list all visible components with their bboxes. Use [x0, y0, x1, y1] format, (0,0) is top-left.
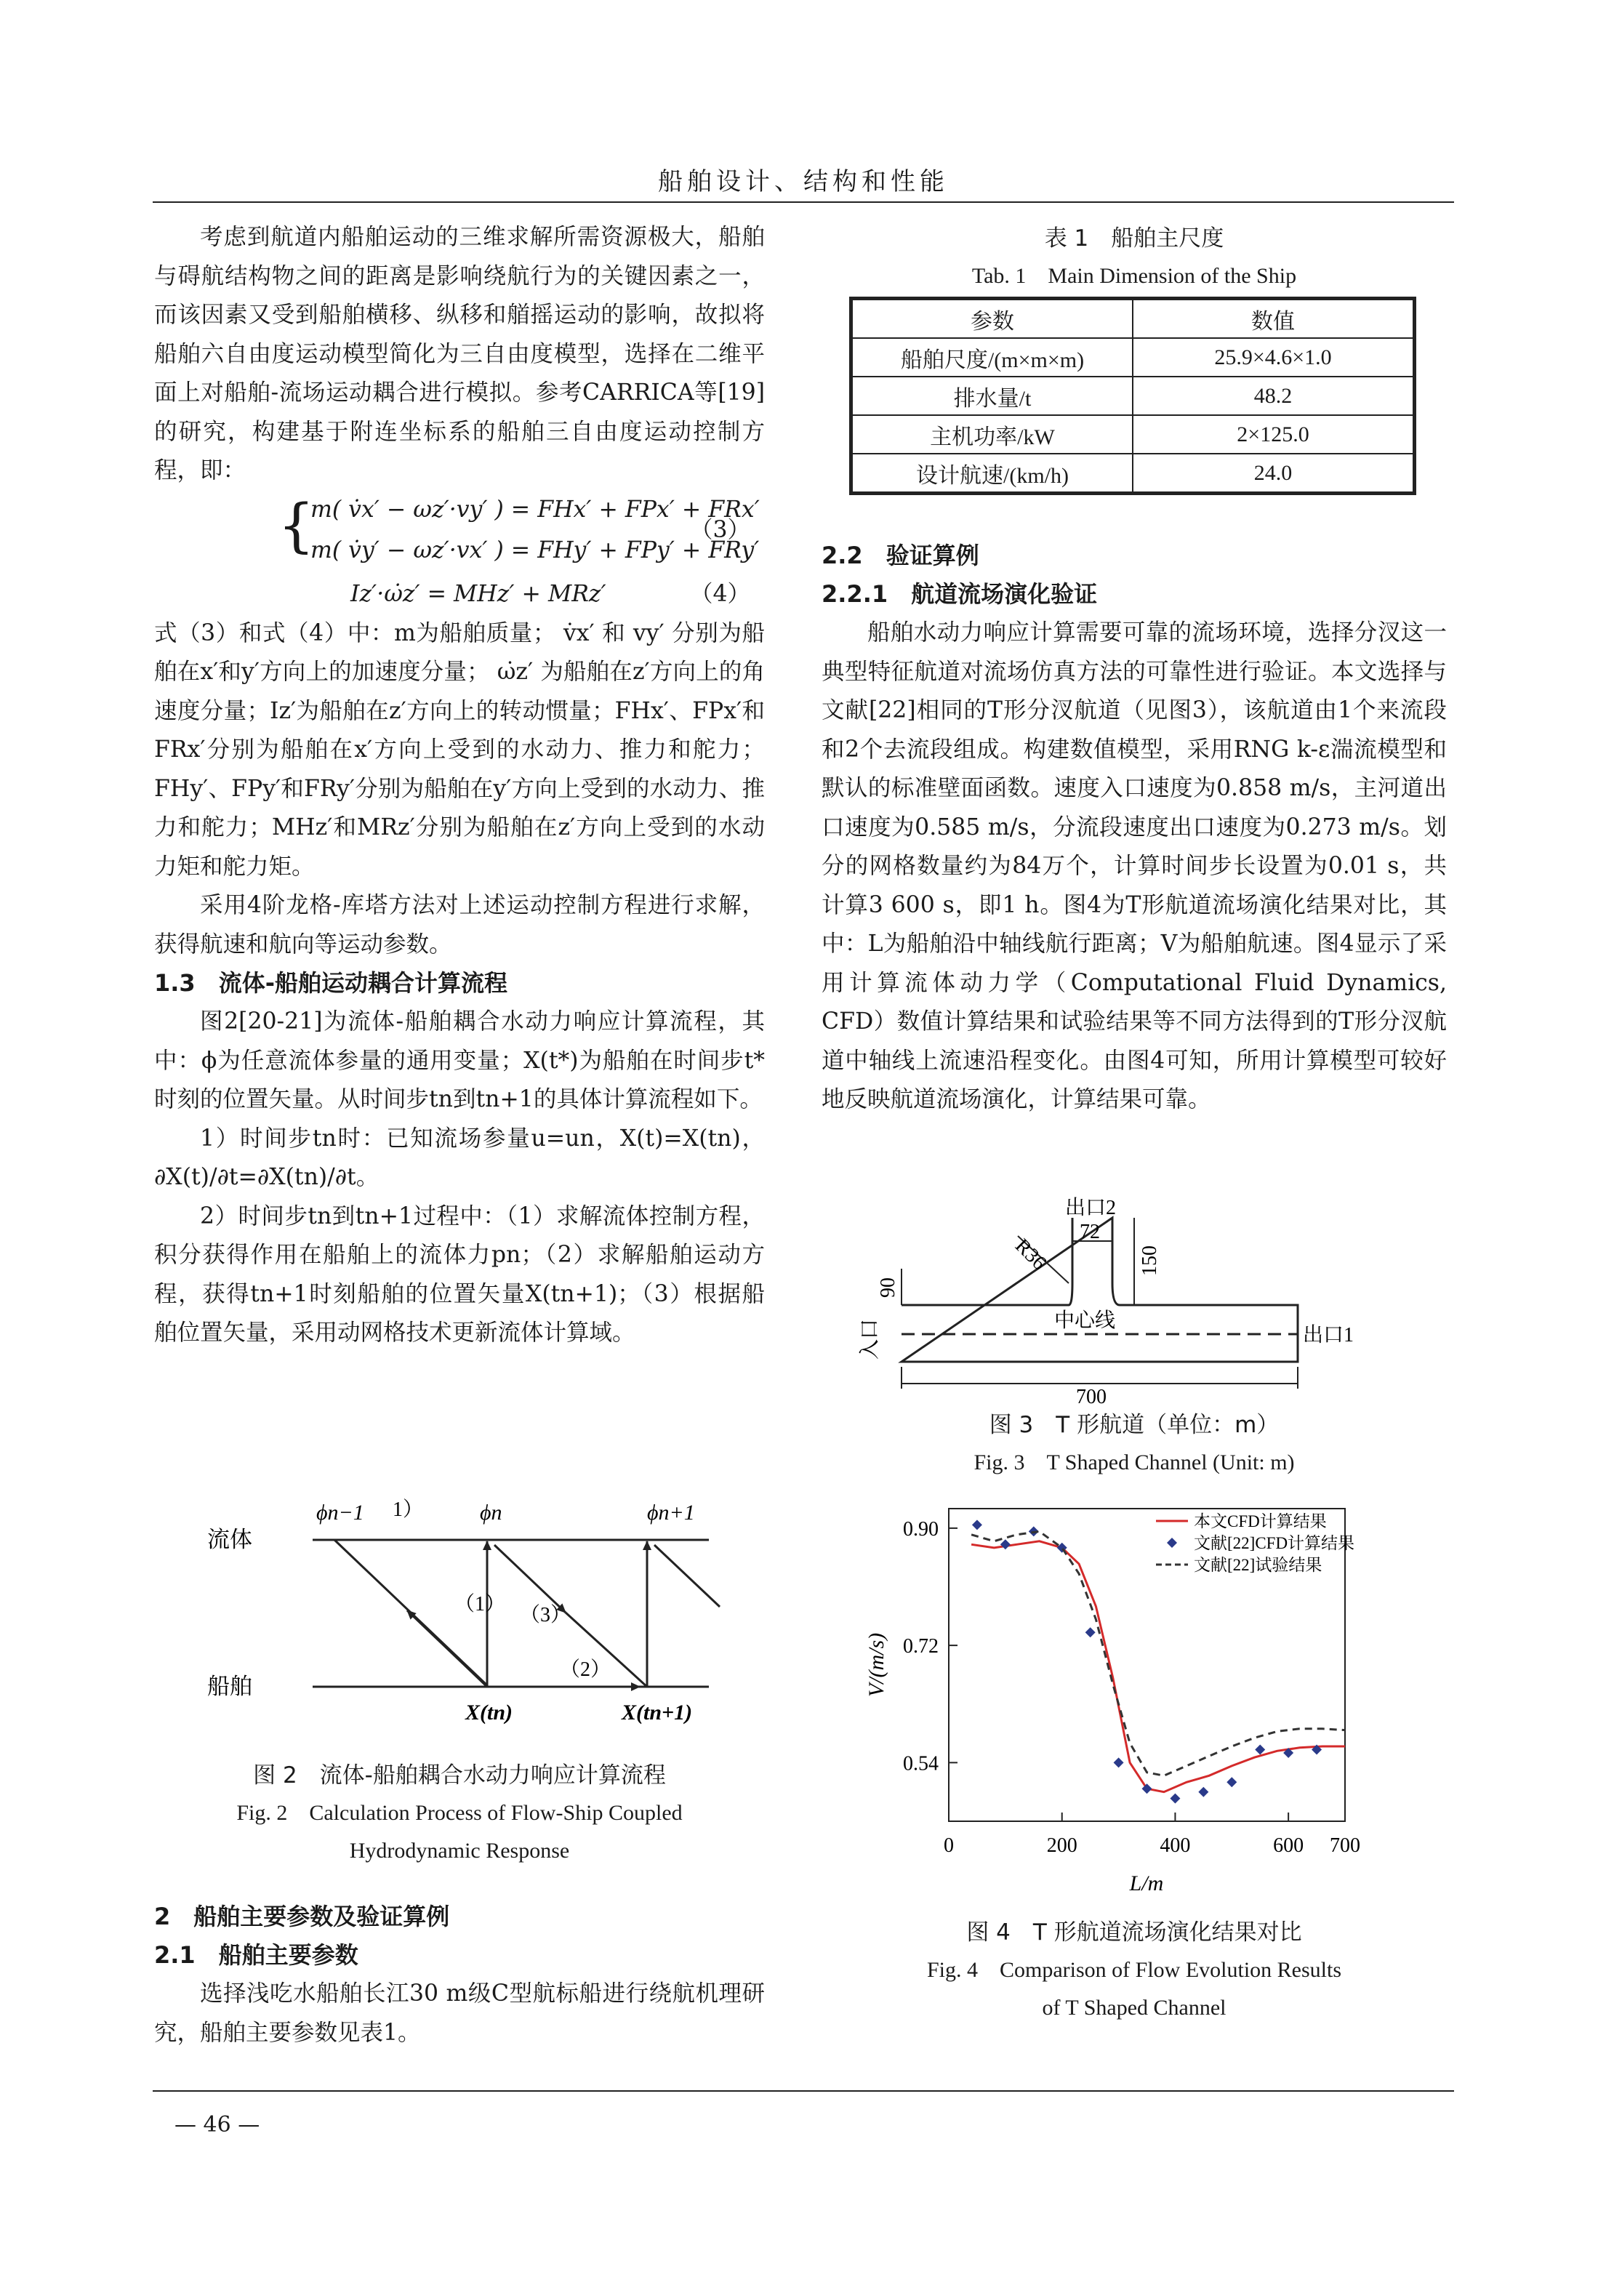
legend-entry: 本文CFD计算结果	[1194, 1512, 1327, 1530]
chart-x-ticks	[944, 1813, 1360, 1857]
y-tick-label: 0.72	[903, 1635, 939, 1658]
fig2-step1b: （1）	[454, 1593, 506, 1615]
paragraph-step-2: 2）时间步tn到tn+1过程中：（1）求解流体控制方程，积分获得作用在船舶上的流体力pn；（2）求解船舶运动方程，获得tn+1时刻船舶的位置矢量X(tn+1)；（3）根据船舶位置矢量，采用动网格技术更新流体计算域。	[154, 1203, 765, 1346]
fig3-len700: 700	[1076, 1386, 1107, 1407]
table-cell: 24.0	[1133, 454, 1415, 494]
fig2-arrow-up-left	[407, 1610, 487, 1687]
x-tick-label: 400	[1160, 1834, 1191, 1857]
table-cell: 主机功率/kW	[851, 415, 1133, 454]
fig2-step3: （3）	[520, 1604, 571, 1626]
table-cell: 排水量/t	[851, 377, 1133, 415]
data-point	[1226, 1777, 1237, 1787]
x-tick-label: 600	[1273, 1834, 1304, 1857]
table-row	[851, 454, 1415, 494]
x-tick-label: 700	[1330, 1834, 1360, 1857]
fig3-outlet1: 出口1	[1303, 1324, 1354, 1346]
legend-entry: 文献[22]试验结果	[1194, 1556, 1322, 1574]
data-point	[1255, 1744, 1265, 1754]
legend-entry: 文献[22]CFD计算结果	[1194, 1534, 1355, 1552]
right-column	[822, 537, 1447, 1120]
fig2-phi-n: ϕn	[480, 1501, 502, 1525]
table-cell: 2×125.0	[1133, 415, 1415, 454]
table-row	[851, 338, 1415, 377]
table-header-value: 数值	[1133, 299, 1415, 339]
table-row	[851, 415, 1415, 454]
data-point	[1198, 1787, 1208, 1797]
fig2-phi-prev: ϕn−1	[316, 1501, 364, 1525]
page-number: — 46 —	[174, 2112, 260, 2138]
paragraph-ship-params: 选择浅吃水船舶长江30 m级C型航标船进行绕航机理研究，船舶主要参数见表1。	[154, 1980, 765, 2046]
data-point	[1000, 1539, 1011, 1549]
left-column-bottom	[154, 1898, 765, 2052]
data-point	[972, 1520, 982, 1530]
data-point	[1085, 1627, 1096, 1637]
fig2-step2: （2）	[560, 1658, 611, 1681]
fig3-inlet: 入口	[859, 1318, 881, 1360]
paragraph-flow-validation: 船舶水动力响应计算需要可靠的流场环境，选择分汊这一典型特征航道对流场仿真方法的可靠性进行验证。本文选择与文献[22]相同的T形分汊航道（见图3），该航道由1个来流段和2个去流段组成。构建数值模型，采用RNG k-ε湍流模型和默认的标准壁面函数。速度入口速度为0.858 m/s，主河道出口速度为0.585 m/s，分流段速度出口速度为0.273 m/s。划分的网格数量约为84万个，计算时间步长设置为0.01 s，共计算3 600 s，即1 h。图4为T形航道流场演化结果对比，其中：L为船舶沿中轴线航行距离；V为船舶航速。图4显示了采用计算流体动力学（Computational Fluid Dynamics, CFD）数值计算结果和试验结果等不同方法得到的T形分汊航道中轴线上流速沿程变化。由图4可知，所用计算模型可较好地反映航道流场演化，计算结果可靠。	[822, 619, 1447, 1112]
table-header-row	[851, 299, 1415, 339]
paragraph-coupling: 图2[20-21]为流体-船舶耦合水动力响应计算流程，其中：ϕ为任意流体参量的通用变量；X(t*)为船舶在时间步t*时刻的位置矢量。从时间步tn到tn+1的具体计算流程如下。	[154, 1008, 765, 1112]
paragraph-runge-kutta: 采用4阶龙格-库塔方法对上述运动控制方程进行求解，获得航速和航向等运动参数。	[154, 892, 765, 958]
table-1-caption-en: Tab. 1 Main Dimension of the Ship	[971, 264, 1297, 288]
equation-4-number: （4）	[689, 580, 750, 607]
equation-4-row	[154, 572, 765, 614]
footer-rule	[153, 2090, 1454, 2092]
table-cell: 25.9×4.6×1.0	[1133, 338, 1415, 377]
table-cell: 设计航速/(km/h)	[851, 454, 1133, 494]
equation-4: Iz′·ω̇z′ = MHz′ + MRz′	[350, 580, 606, 607]
section-heading-2: 2 船舶主要参数及验证算例	[154, 1903, 450, 1930]
brace: {	[278, 491, 315, 559]
fig2-diagonal-next	[654, 1545, 720, 1607]
table-cell: 48.2	[1133, 377, 1415, 415]
fig3-h150: 150	[1139, 1245, 1161, 1276]
y-tick-label: 0.54	[903, 1752, 939, 1775]
figure-3-caption-en: Fig. 3 T Shaped Channel (Unit: m)	[973, 1450, 1295, 1474]
equation-3a: m( v̇x′ − ωz′·vy′ ) = FHx′ + FPx′ + FRx′	[310, 496, 760, 523]
table-cell: 船舶尺度/(m×m×m)	[851, 338, 1133, 377]
fig3-centerline-label: 中心线	[1054, 1309, 1116, 1332]
figure-3-t-channel	[858, 1196, 1425, 1407]
section-heading-2-1: 2.1 船舶主要参数	[154, 1941, 358, 1969]
section-heading-1-3: 1.3 流体-船舶运动耦合计算流程	[154, 969, 507, 997]
figure-3-caption-cn: 图 3 T 形航道（单位：m）	[989, 1412, 1280, 1438]
left-column	[154, 218, 765, 1353]
figure-4-caption-en-2: of T Shaped Channel	[1042, 1996, 1226, 2020]
section-heading-2-2-1: 2.2.1 航道流场演化验证	[822, 580, 1098, 608]
data-point	[1114, 1757, 1124, 1767]
figure-4-caption-en-1: Fig. 4 Comparison of Flow Evolution Results	[926, 1958, 1342, 1982]
table-1-main-dimensions	[849, 297, 1416, 495]
fig2-ship-label: 船舶	[207, 1674, 252, 1699]
fig2-x-tn1: X(tn+1)	[622, 1701, 693, 1725]
equation-3b: m( v̇y′ − ωz′·vx′ ) = FHy′ + FPy′ + FRy′	[310, 537, 760, 563]
header-rule	[153, 201, 1454, 203]
table-1-caption-cn: 表 1 船舶主尺度	[1044, 225, 1224, 252]
chart-legend	[1156, 1512, 1354, 1574]
table-row	[851, 377, 1415, 415]
paragraph-step-1: 1）时间步tn时：已知流场参量u=un，X(t)=X(tn)，∂X(t)/∂t=∂X(tn)/∂t。	[154, 1125, 765, 1190]
fig3-outlet2: 出口2	[1065, 1197, 1117, 1219]
equation-3b-row	[154, 516, 765, 572]
chart-x-label: L/m	[1129, 1871, 1164, 1895]
fig3-w72: 72	[1080, 1221, 1100, 1243]
paragraph-symbols: 式（3）和式（4）中：m为船舶质量； v̇x′ 和 vy′ 分别为船舶在x′和y′方向上的加速度分量； ω̇z′ 为船舶在z′方向上的角速度分量；Iz′为船舶在z′方向上的转动惯量；FHx′、FPx′和FRx′分别为船舶在x′方向上受到的水动力、推力和舵力；FHy′、FPy′和FRy′分别为船舶在y′方向上受到的水动力、推力和舵力；MHz′和MRz′分别为船舶在z′方向上受到的水动力矩和舵力矩。	[154, 619, 765, 880]
data-point	[1170, 1794, 1180, 1804]
figure-2-caption-en-1: Fig. 2 Calculation Process of Flow-Ship Coupled	[236, 1801, 683, 1825]
paragraph-motion-model: 考虑到航道内船舶运动的三维求解所需资源极大，船舶与碍航结构物之间的距离是影响绕航行为的关键因素之一，而该因素又受到船舶横移、纵移和艏摇运动的影响，故拟将船舶六自由度运动模型简化为三自由度模型，选择在二维平面上对船舶-流场运动耦合进行模拟。参考CARRICA等[19]的研究，构建基于附连坐标系的船舶三自由度运动控制方程，即：	[154, 224, 765, 483]
legend-swatch	[1167, 1538, 1177, 1548]
fig2-step1: 1）	[393, 1498, 424, 1521]
x-tick-label: 0	[944, 1834, 954, 1857]
fig2-x-tn: X(tn)	[465, 1701, 513, 1725]
equation-3-number: （3）	[689, 516, 750, 543]
figure-4-caption-cn: 图 4 T 形航道流场演化结果对比	[966, 1919, 1302, 1946]
figure-2-caption-cn: 图 2 流体-船舶耦合水动力响应计算流程	[253, 1762, 666, 1789]
figure-4-chart	[858, 1498, 1432, 1905]
figure-2-caption-en-2: Hydrodynamic Response	[349, 1839, 570, 1863]
table-header-param: 参数	[851, 299, 1133, 339]
y-tick-label: 0.90	[903, 1517, 939, 1541]
fig3-r36: R36	[1011, 1235, 1051, 1275]
x-tick-label: 200	[1046, 1834, 1077, 1857]
fig2-phi-next: ϕn+1	[647, 1501, 695, 1525]
fig2-fluid-label: 流体	[207, 1527, 252, 1552]
figure-2-flow-diagram	[167, 1476, 749, 1745]
section-heading-2-2: 2.2 验证算例	[822, 542, 979, 569]
running-header: 船舶设计、结构和性能	[658, 167, 949, 196]
fig3-h90: 90	[877, 1277, 899, 1298]
chart-y-label: V/(m/s)	[864, 1632, 888, 1698]
